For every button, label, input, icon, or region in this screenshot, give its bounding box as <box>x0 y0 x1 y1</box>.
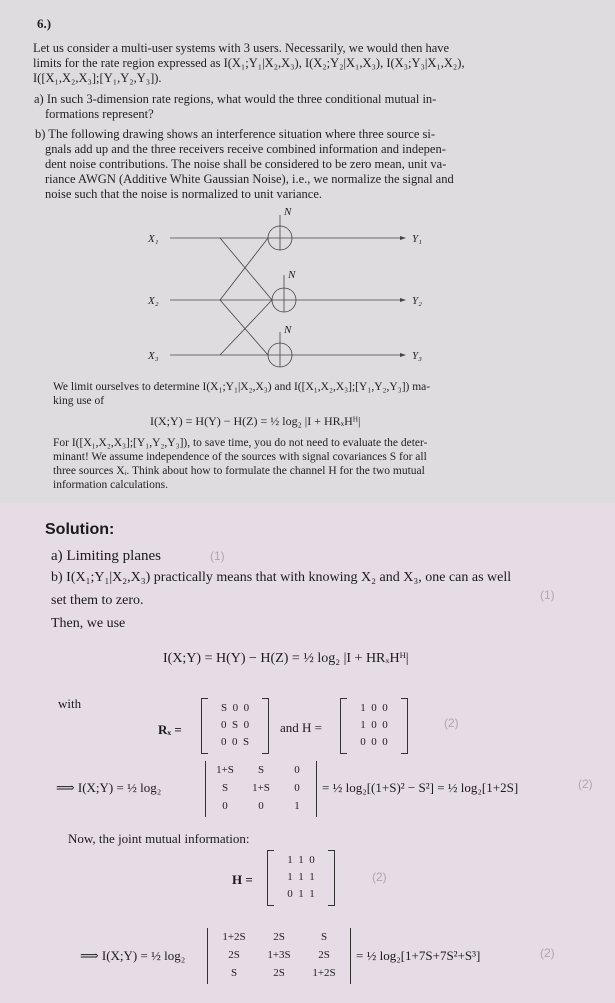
matrix-row: 0 0 0 <box>360 736 388 748</box>
rx-matrix <box>201 698 269 754</box>
points-mark: (1) <box>210 549 225 563</box>
matrix-row: 1 1 1 <box>287 871 315 883</box>
question-line: Let us consider a multi-user systems with 3 users. Necessarily, we would then have <box>33 41 450 55</box>
solution-b: set them to zero. <box>51 593 144 608</box>
det-cell: 1 <box>294 800 300 812</box>
rx-label: Rₓ = <box>158 722 182 737</box>
question-part-b: noise such that the noise is normalized to unit variance. <box>45 187 323 201</box>
matrix-row: 1 0 0 <box>360 719 388 731</box>
interference-diagram <box>140 205 440 370</box>
matrix-row: S 0 0 <box>220 702 250 714</box>
h-label: H = <box>232 872 253 887</box>
output-label: Y₂ <box>412 295 422 307</box>
question-part-b: dent noise contributions. The noise shall be considered to be zero mean, unit va- <box>45 157 447 171</box>
question-number: 6.) <box>37 16 52 31</box>
matrix-row: 0 0 S <box>220 736 250 748</box>
det-result: = ½ log₂[1+7S+7S²+S³] <box>356 948 481 963</box>
output-label: Y₁ <box>412 233 422 245</box>
h-matrix <box>340 698 408 754</box>
question-part-b: b) The following drawing shows an interference situation where three source si- <box>35 127 435 141</box>
question-limit: We limit ourselves to determine I(X₁;Y₁|X₂,X₃) and I([X₁,X₂,X₃];[Y₁,Y₂,Y₃]) ma- <box>53 381 431 393</box>
det-cell: S <box>320 931 328 943</box>
input-label: X₂ <box>148 295 159 307</box>
noise-label: N <box>284 206 292 218</box>
and-h-label: and H = <box>280 720 322 735</box>
det-cell: 2S <box>228 949 240 961</box>
matrix-row: 0 1 1 <box>287 888 315 900</box>
question-part-b: gnals add up and the three receivers receive combined information and indepen- <box>45 142 446 156</box>
det-result: = ½ log₂[(1+S)² − S²] = ½ log₂[1+2S] <box>322 780 519 795</box>
det-cell: S <box>221 782 229 794</box>
det-cell: 1+3S <box>267 949 291 961</box>
points-mark: (2) <box>540 946 555 960</box>
matrix-row: 1 1 0 <box>287 854 315 866</box>
det-cell: 2S <box>273 967 285 979</box>
solution-formula: I(X;Y) = H(Y) − H(Z) = ½ log₂ |I + HRₓHᴴ| <box>163 651 409 666</box>
solution-with: with <box>58 696 82 711</box>
implication: ⟹ I(X;Y) = ½ log₂ <box>80 948 186 963</box>
question-line: I([X₁,X₂,X₃];[Y₁,Y₂,Y₃]). <box>33 71 162 85</box>
output-label: Y₃ <box>412 350 422 362</box>
det-cell: 0 <box>222 800 228 812</box>
solution-a: a) Limiting planes <box>51 548 161 564</box>
solution-heading: Solution: <box>45 521 115 538</box>
question-part-a: a) In such 3-dimension rate regions, what would the three conditional mutual in- <box>34 92 437 106</box>
det-cell: 2S <box>318 949 330 961</box>
question-for: For I([X₁,X₂,X₃];[Y₁,Y₂,Y₃]), to save time, you do not need to evaluate the deter- <box>53 437 428 449</box>
question-for: three sources Xᵢ. Think about how to formulate the channel H for the two mutual <box>53 465 425 477</box>
det-cell: 0 <box>258 800 264 812</box>
determinant <box>205 761 317 817</box>
question-part-b: riance AWGN (Additive White Gaussian Noise), i.e., we normalize the signal and <box>45 172 454 186</box>
input-label: X₁ <box>148 233 159 245</box>
matrix-row: 0 S 0 <box>220 719 250 731</box>
solution-b: b) I(X₁;Y₁|X₂,X₃) practically means that with knowing X₂ and X₃, one can as well <box>51 570 512 585</box>
implication: ⟹ I(X;Y) = ½ log₂ <box>56 780 162 795</box>
question-formula: I(X;Y) = H(Y) − H(Z) = ½ log₂ |I + HRₓHᴴ| <box>150 414 361 428</box>
solution-section <box>0 503 615 1003</box>
det-cell: 2S <box>273 931 285 943</box>
solution-then: Then, we use <box>51 616 126 631</box>
det-cell: 1+S <box>252 782 270 794</box>
question-for: minant! We assume independence of the sources with signal covariances S for all <box>53 451 427 463</box>
determinant <box>207 928 351 984</box>
question-line: limits for the rate region expressed as I(X₁;Y₁|X₂,X₃), I(X₂;Y₂|X₁,X₃), I(X₃;Y₃|X₁,X₂), <box>33 56 465 70</box>
points-mark: (1) <box>540 588 555 602</box>
det-cell: 0 <box>294 764 300 776</box>
points-mark: (2) <box>578 777 593 791</box>
det-cell: S <box>230 967 238 979</box>
det-cell: S <box>257 764 265 776</box>
matrix-row: 1 0 0 <box>360 702 388 714</box>
points-mark: (2) <box>444 716 459 730</box>
noise-label: N <box>288 269 296 281</box>
points-mark: (2) <box>372 870 387 884</box>
question-limit: king use of <box>53 395 105 407</box>
det-cell: 1+2S <box>222 931 246 943</box>
det-cell: 1+S <box>216 764 234 776</box>
det-cell: 1+2S <box>312 967 336 979</box>
input-label: X₃ <box>148 350 159 362</box>
solution-now: Now, the joint mutual information: <box>68 831 250 846</box>
question-for: information calculations. <box>53 479 168 491</box>
noise-label: N <box>284 324 292 336</box>
h-joint-matrix <box>267 850 335 906</box>
det-cell: 0 <box>294 782 300 794</box>
question-part-a: formations represent? <box>45 107 154 121</box>
